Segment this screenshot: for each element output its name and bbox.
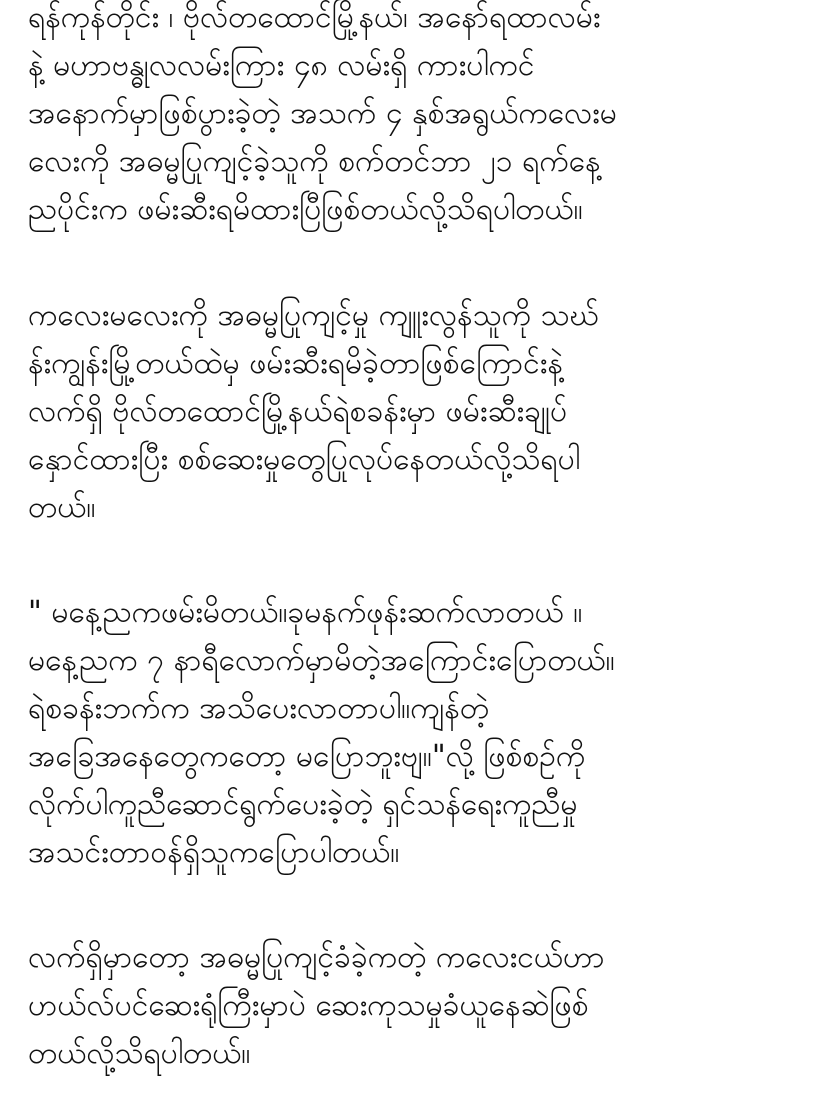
paragraph-line: ကလေးမလေးကို အဓမ္မပြုကျင့်မှု ကျူးလွန်သူကို သဃ် [28,298,599,333]
paragraph-line: လေးကို အဓမ္မပြုကျင့်ခဲ့သူကို စက်တင်ဘာ ၂၁ ရက်နေ့ [28,144,601,179]
paragraph-line: မနေ့ညက ၇ နာရီလောက်မှာမိတဲ့အကြောင်းပြောတယ်။ [28,643,615,678]
paragraph-line: လိုက်ပါကူညီဆောင်ရွက်ပေးခဲ့တဲ့ ရှင်သန်ရေးကူညီမှု [28,787,578,822]
paragraph-line: " မနေ့ညကဖမ်းမိတယ်။ခုမနက်ဖုန်းဆက်လာတယ် ။ [28,595,583,630]
paragraph-4 [28,934,811,1078]
paragraph-line: နဲ့ မဟာဗန္ဓုလလမ်းကြား ၄၈ လမ်းရှိ ကားပါကင် [28,48,535,83]
paragraph-line: အခြေအနေတွေကတော့ မပြောဘူးဗျ။"လို့ ဖြစ်စဥ်ကို [28,739,586,774]
paragraph-line: နှောင်ထားပြီး စစ်ဆေးမှုတွေပြုလုပ်နေတယ်လို့သိရပါ [28,442,580,477]
paragraph-line: ဟယ်လ်ပင်ဆေးရုံကြီးမှာပဲ ဆေးကုသမှုခံယူနေဆဲဖြစ် [28,988,589,1023]
paragraph-2 [28,292,811,532]
paragraph-1 [28,0,811,234]
paragraph-line: လက်ရှိ ဗိုလ်တထောင်မြို့နယ်ရဲစခန်းမှာ ဖမ်းဆီးချုပ် [28,394,568,429]
paragraph-line: အသင်းတာဝန်ရှိသူကပြောပါတယ်။ [28,835,400,870]
paragraph-line: ရဲစခန်းဘက်က အသိပေးလာတာပါ။ကျန်တဲ့ [28,691,490,726]
paragraph-line: ညပိုင်းက ဖမ်းဆီးရမိထားပြီဖြစ်တယ်လို့သိရပါတယ်။ [28,192,583,227]
paragraph-line: လက်ရှိမှာတော့ အဓမ္မပြုကျင့်ခံခဲ့ကတဲ့ ကလေးငယ်ဟာ [28,940,605,975]
paragraph-line: တယ်လို့သိရပါတယ်။ [28,1036,251,1071]
paragraph-3-quote [28,589,811,877]
paragraph-line: တယ်။ [28,490,96,525]
paragraph-line: အနောက်မှာဖြစ်ပွားခဲ့တဲ့ အသက် ၄ နှစ်အရွယ်ကလေးမ [28,96,617,131]
paragraph-line: န်းကျွန်းမြို့တယ်ထဲမှ ဖမ်းဆီးရမိခဲ့တာဖြစ်ကြောင်းနဲ့ [28,346,563,381]
paragraph-line: ရန်ကုန်တိုင်း ၊ ဗိုလ်တထောင်မြို့နယ်၊ အနော်ရထာလမ်း [28,0,601,35]
